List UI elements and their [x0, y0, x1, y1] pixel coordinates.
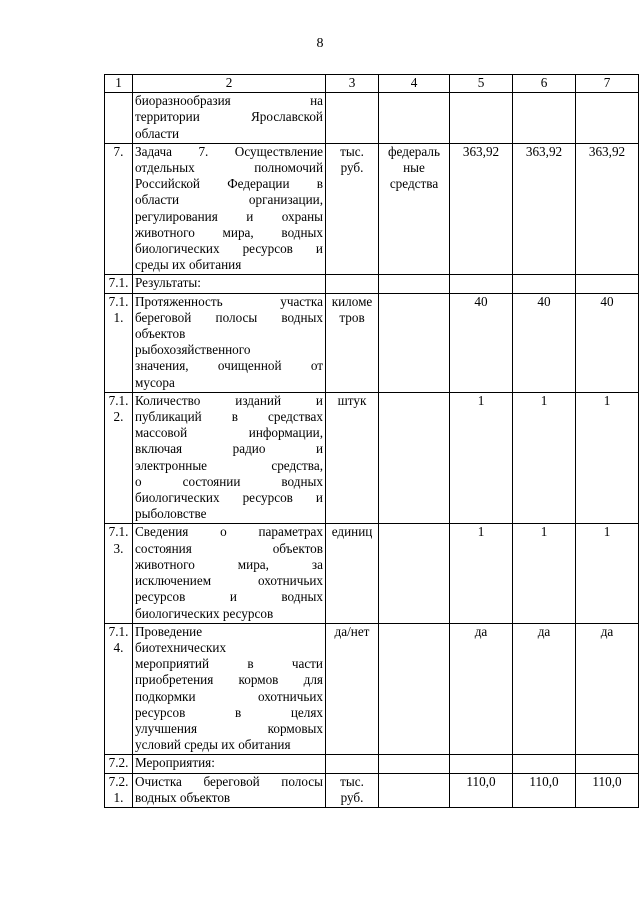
table-row	[105, 392, 639, 524]
row-funding-source: федераль ные средства	[379, 143, 450, 275]
row-funding-source	[379, 275, 450, 293]
row-value-col6: да	[513, 623, 576, 755]
row-description: Мероприятия:	[133, 755, 326, 773]
row-number: 7.	[105, 143, 133, 275]
table-row	[105, 623, 639, 755]
row-value-col7: 1	[576, 392, 639, 524]
row-unit: киломе тров	[326, 293, 379, 392]
row-number: 7.2.	[105, 755, 133, 773]
header-col-1: 1	[105, 75, 133, 93]
row-number	[105, 93, 133, 144]
row-unit: единиц	[326, 524, 379, 623]
row-value-col7: 110,0	[576, 773, 639, 807]
row-unit: тыс. руб.	[326, 143, 379, 275]
row-description: Результаты:	[133, 275, 326, 293]
row-unit: штук	[326, 392, 379, 524]
row-value-col5	[450, 755, 513, 773]
row-value-col6: 40	[513, 293, 576, 392]
row-value-col5: 1	[450, 392, 513, 524]
row-value-col5	[450, 93, 513, 144]
table-row	[105, 755, 639, 773]
header-col-2: 2	[133, 75, 326, 93]
row-value-col7: 363,92	[576, 143, 639, 275]
row-number: 7.1. 1.	[105, 293, 133, 392]
header-col-7: 7	[576, 75, 639, 93]
page-number: 8	[316, 36, 324, 51]
row-value-col6	[513, 93, 576, 144]
row-value-col6: 110,0	[513, 773, 576, 807]
row-value-col7	[576, 755, 639, 773]
row-value-col5: 1	[450, 524, 513, 623]
table-row	[105, 773, 639, 807]
row-unit: да/нет	[326, 623, 379, 755]
row-description: Очистка береговой полосы водных объектов	[133, 773, 326, 807]
row-value-col5	[450, 275, 513, 293]
row-funding-source	[379, 93, 450, 144]
row-unit	[326, 275, 379, 293]
row-value-col7: да	[576, 623, 639, 755]
row-value-col7: 40	[576, 293, 639, 392]
row-description: Проведение биотехнических мероприятий в части приобретения кормов для подкормки охотничьих ресурсов в целях улучшения кормовых условий среды их обитания	[133, 623, 326, 755]
row-value-col5: 110,0	[450, 773, 513, 807]
row-funding-source	[379, 524, 450, 623]
row-funding-source	[379, 773, 450, 807]
header-col-4: 4	[379, 75, 450, 93]
row-value-col6: 1	[513, 524, 576, 623]
row-value-col5: 40	[450, 293, 513, 392]
row-description: Протяженность участка береговой полосы водных объектов рыбохозяйственного значения, очищенной от мусора	[133, 293, 326, 392]
row-funding-source	[379, 623, 450, 755]
row-value-col6	[513, 275, 576, 293]
table-row	[105, 275, 639, 293]
row-description: Сведения о параметрах состояния объектов животного мира, за исключением охотничьих ресурсов и водных биологических ресурсов	[133, 524, 326, 623]
row-description: Задача 7. Осуществление отдельных полномочий Российской Федерации в области организации, регулирования и охраны животного мира, водных биологических ресурсов и среды их обитания	[133, 143, 326, 275]
row-value-col7	[576, 93, 639, 144]
table-row	[105, 293, 639, 392]
table-row	[105, 524, 639, 623]
row-unit: тыс. руб.	[326, 773, 379, 807]
row-number: 7.1. 4.	[105, 623, 133, 755]
table-header-row	[105, 75, 639, 93]
row-value-col7	[576, 275, 639, 293]
table-row	[105, 93, 639, 144]
row-description: биоразнообразия на территории Ярославской области	[133, 93, 326, 144]
header-col-3: 3	[326, 75, 379, 93]
row-funding-source	[379, 293, 450, 392]
program-table	[104, 74, 639, 808]
row-number: 7.2. 1.	[105, 773, 133, 807]
row-number: 7.1.	[105, 275, 133, 293]
row-value-col7: 1	[576, 524, 639, 623]
header-col-5: 5	[450, 75, 513, 93]
row-value-col6: 1	[513, 392, 576, 524]
row-number: 7.1. 2.	[105, 392, 133, 524]
row-value-col5: 363,92	[450, 143, 513, 275]
row-funding-source	[379, 755, 450, 773]
row-description: Количество изданий и публикаций в средствах массовой информации, включая радио и электронные средства, о состоянии водных биологических ресурсов и рыболовстве	[133, 392, 326, 524]
row-value-col5: да	[450, 623, 513, 755]
row-unit	[326, 755, 379, 773]
header-col-6: 6	[513, 75, 576, 93]
row-funding-source	[379, 392, 450, 524]
row-unit	[326, 93, 379, 144]
table-row	[105, 143, 639, 275]
row-value-col6: 363,92	[513, 143, 576, 275]
row-number: 7.1. 3.	[105, 524, 133, 623]
row-value-col6	[513, 755, 576, 773]
